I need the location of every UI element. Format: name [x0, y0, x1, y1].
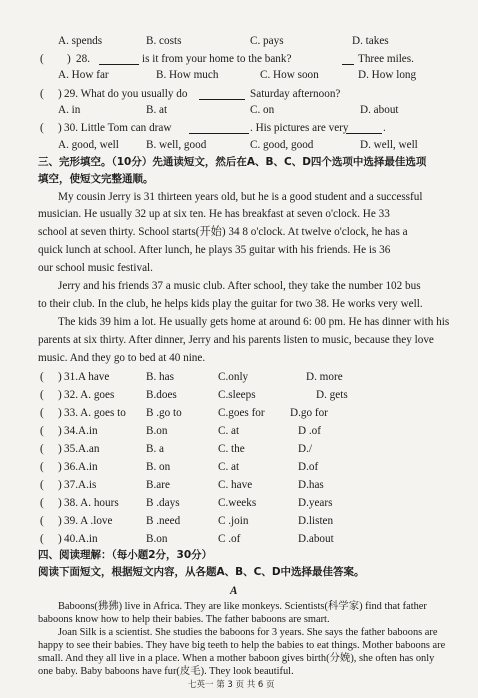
passage-line: happy to see their babies. They have big teeth to help the babies to eat things. Mother baboons are	[38, 640, 446, 651]
answer-blank-2[interactable]	[342, 53, 354, 65]
answer-paren-open: (	[40, 122, 44, 134]
option-d: D.has	[298, 479, 324, 491]
option-a: A. good, well	[58, 139, 119, 151]
passage-line: My cousin Jerry is 31 thirteen years old, but he is a good student and a successful	[58, 191, 423, 203]
answer-paren-close: )	[58, 479, 62, 491]
section-instruction: 阅读下面短文，根据短文内容，从各题A、B、C、D中选择最佳答案。	[38, 566, 365, 578]
passage-line: Joan Silk is a scientist. She studies the baboons for 3 years. She says the father baboons are	[58, 627, 438, 638]
option-d: D. well, well	[360, 139, 418, 151]
question-stem: 30. Little Tom can draw	[64, 122, 172, 134]
cloze-option-row	[0, 424, 478, 444]
answer-paren-open: (	[40, 407, 44, 419]
option-b: B.on	[146, 425, 168, 437]
option-c: C.goes for	[218, 407, 265, 419]
answer-paren-close: )	[58, 389, 62, 401]
question-stem: 29. What do you usually do	[64, 88, 188, 100]
option-c: C. good, good	[250, 139, 314, 151]
option-b: B.on	[146, 533, 168, 545]
passage-line: baboons know how to help their babies. The father baboons are smart.	[38, 614, 330, 625]
answer-blank-2[interactable]	[346, 122, 382, 134]
cloze-option-row	[0, 478, 478, 498]
option-a: 33. A. goes to	[64, 407, 126, 419]
passage-line: musician. He usually 32 up at six ten. He has breakfast at seven o'clock. He 33	[38, 208, 390, 220]
section-3-heading-2	[0, 172, 478, 192]
option-c: C. pays	[250, 35, 284, 47]
answer-paren-close: )	[58, 88, 62, 100]
page-footer	[0, 678, 478, 698]
option-d: D. about	[360, 104, 399, 116]
cloze-option-row	[0, 370, 478, 390]
answer-blank[interactable]	[199, 88, 245, 100]
option-b: B. a	[146, 443, 165, 455]
answer-paren-open: (	[40, 88, 44, 100]
option-d: D. gets	[316, 389, 348, 401]
cloze-option-row	[0, 514, 478, 534]
cloze-option-row	[0, 442, 478, 462]
page-number: 七英一 第 3 页 共 6 页	[188, 680, 275, 690]
answer-paren-close: )	[58, 122, 62, 134]
answer-paren-close: )	[58, 425, 62, 437]
option-c: C .join	[218, 515, 249, 527]
question-stem-end: .	[383, 122, 386, 134]
option-a: 32. A. goes	[64, 389, 115, 401]
option-d: D.years	[298, 497, 333, 509]
option-b: B.does	[146, 389, 177, 401]
cloze-option-row	[0, 406, 478, 426]
option-a: 31.A have	[64, 371, 110, 383]
option-a: 36.A.in	[64, 461, 98, 473]
q27-options	[0, 34, 478, 54]
option-b: B. at	[146, 104, 168, 116]
answer-blank[interactable]	[99, 53, 139, 65]
option-d: D. How long	[358, 69, 417, 81]
passage-line: one baby. Baby baboons have fur(皮毛). They look beautiful.	[38, 666, 294, 677]
option-d: D.listen	[298, 515, 334, 527]
option-b: B. costs	[146, 35, 182, 47]
option-d: D. takes	[352, 35, 389, 47]
answer-paren-close: )	[67, 53, 71, 65]
option-c: C. How soon	[260, 69, 319, 81]
option-c: C. at	[218, 461, 240, 473]
option-a: 39. A .love	[64, 515, 113, 527]
option-a: 40.A.in	[64, 533, 98, 545]
passage-line: The kids 39 him a lot. He usually gets home at around 6: 00 pm. He has dinner with his	[58, 316, 450, 328]
passage-line: our school music festival.	[38, 262, 153, 274]
answer-paren-close: )	[58, 533, 62, 545]
option-c: C.sleeps	[218, 389, 256, 401]
answer-paren-close: )	[58, 443, 62, 455]
answer-paren-open: (	[40, 515, 44, 527]
option-a: 34.A.in	[64, 425, 98, 437]
answer-paren-open: (	[40, 371, 44, 383]
cloze-option-row	[0, 496, 478, 516]
option-a: A. How far	[58, 69, 109, 81]
option-c: C.only	[218, 371, 249, 383]
option-d: D. more	[306, 371, 343, 383]
answer-paren-open: (	[40, 443, 44, 455]
option-b: B .days	[146, 497, 180, 509]
passage-line: music. And they go to bed at 40 nine.	[38, 352, 206, 364]
section-4-instruction	[0, 565, 478, 585]
passage-line: Jerry and his friends 37 a music club. After school, they take the number 102 bus	[58, 280, 421, 292]
option-c: C. at	[218, 425, 240, 437]
answer-paren-open: (	[40, 389, 44, 401]
answer-paren-close: )	[58, 461, 62, 473]
passage-line: Baboons(狒狒) live in Africa. They are like monkeys. Scientists(科学家) find that father	[58, 601, 427, 612]
answer-paren-open: (	[40, 533, 44, 545]
question-number: 28.	[76, 53, 90, 65]
option-d: D.of	[298, 461, 319, 473]
answer-paren-open: (	[40, 425, 44, 437]
option-a: 37.A.is	[64, 479, 97, 491]
answer-paren-close: )	[58, 371, 62, 383]
cloze-option-row	[0, 460, 478, 480]
option-d: D.go for	[290, 407, 328, 419]
option-b: B.are	[146, 479, 170, 491]
question-stem-end: Saturday afternoon?	[250, 88, 341, 100]
section-heading-continued: 填空，使短文完整通顺。	[38, 173, 154, 185]
option-c: C.weeks	[218, 497, 257, 509]
q29-options	[0, 103, 478, 123]
passage-line: parents at six thirty. After dinner, Jerry and his parents listen to music, because they love	[38, 334, 434, 346]
option-a: 38. A. hours	[64, 497, 119, 509]
option-d: D .of	[298, 425, 321, 437]
answer-paren-open: (	[40, 479, 44, 491]
section-heading: 四、阅读理解：（每小题2分，30分）	[38, 549, 213, 561]
cloze-option-row	[0, 388, 478, 408]
option-b: B .go to	[146, 407, 182, 419]
option-a: A. in	[58, 104, 81, 116]
option-a: 35.A.an	[64, 443, 100, 455]
passage-line: quick lunch at school. After lunch, he plays 35 guitar with his friends. He is 36	[38, 244, 391, 256]
option-b: B. on	[146, 461, 171, 473]
passage-line: school at seven thirty. School starts(开始) 34 8 o'clock. At twelve o'clock, he has a	[38, 226, 408, 238]
passage-line: to their club. In the club, he helps kids play the guitar for two 38. He works very well.	[38, 298, 423, 310]
option-d: D./	[298, 443, 312, 455]
answer-blank[interactable]	[189, 122, 249, 134]
answer-paren-close: )	[58, 515, 62, 527]
passage-line: small. And they all live in a place. When a mother baboon gives birth(分娩), she often has only	[38, 653, 435, 664]
answer-paren-open: (	[40, 53, 44, 65]
option-a: A. spends	[58, 35, 103, 47]
answer-paren-open: (	[40, 497, 44, 509]
option-b: B. How much	[156, 69, 219, 81]
question-stem-mid: . His pictures are very	[250, 122, 349, 134]
question-stem: is it from your home to the bank?	[142, 53, 292, 65]
answer-paren-open: (	[40, 461, 44, 473]
option-d: D.about	[298, 533, 334, 545]
option-c: C .of	[218, 533, 241, 545]
option-b: B .need	[146, 515, 181, 527]
answer-text: Three miles.	[358, 53, 414, 65]
option-c: C. the	[218, 443, 245, 455]
section-heading: 三、完形填空。（10分）先通读短文，然后在A、B、C、D四个选项中选择最佳选项	[38, 156, 427, 168]
answer-paren-close: )	[58, 407, 62, 419]
option-c: C. have	[218, 479, 253, 491]
option-b: B. has	[146, 371, 174, 383]
option-b: B. well, good	[146, 139, 207, 151]
q28-options	[0, 68, 478, 88]
answer-paren-close: )	[58, 497, 62, 509]
passage-label: A	[230, 585, 238, 597]
option-c: C. on	[250, 104, 275, 116]
